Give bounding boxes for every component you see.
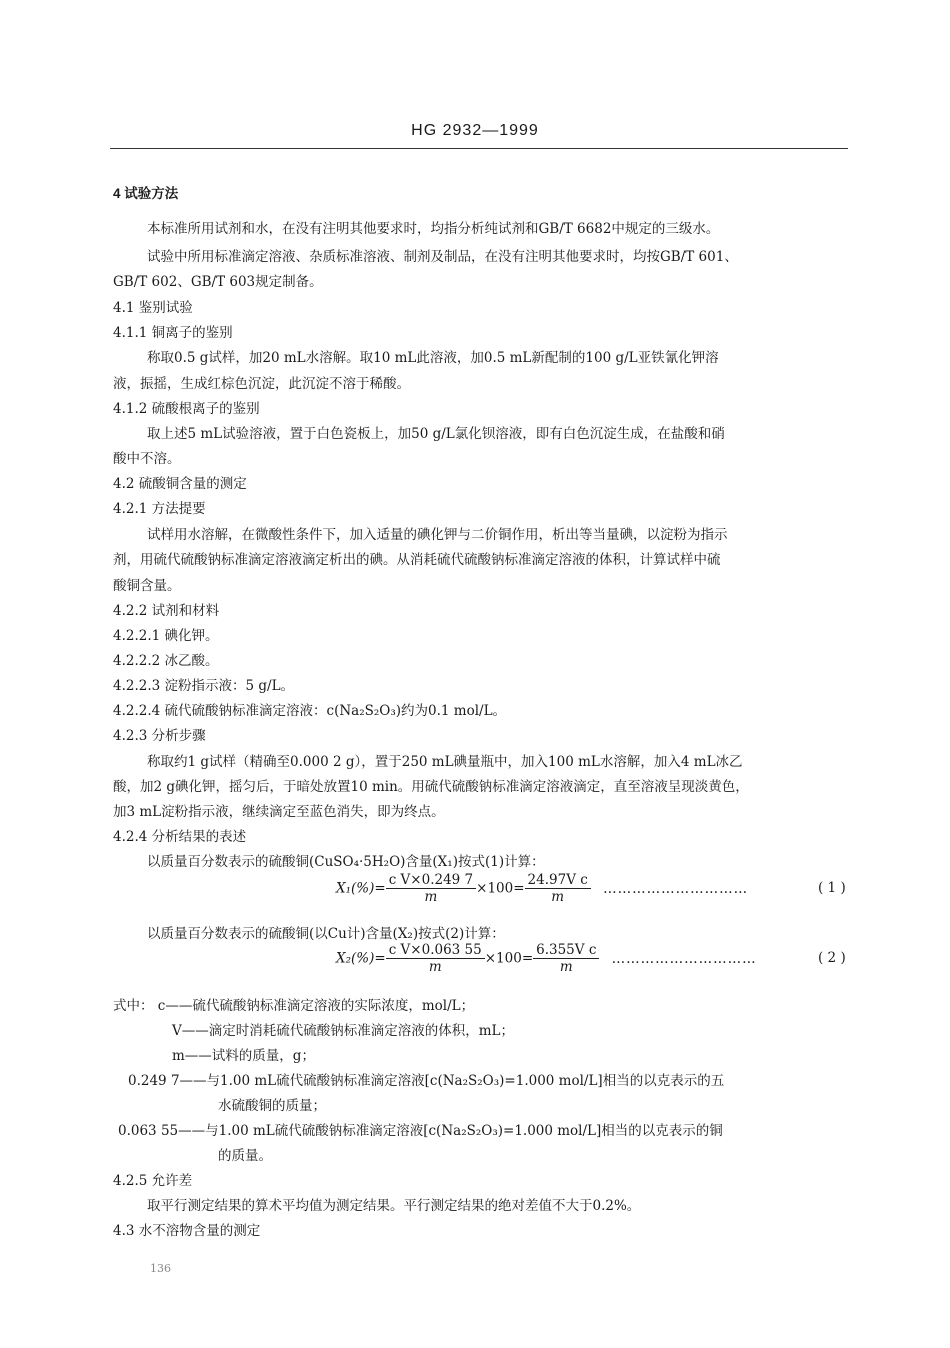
paragraph: 取上述5 mL试验溶液，置于白色瓷板上，加50 g/L氯化钡溶液，即有白色沉淀生成，在盐酸和硝 <box>147 426 725 442</box>
formula-2-numerator: c V×0.063 55 <box>386 942 485 959</box>
section-heading: 4.1.2 硫酸根离子的鉴别 <box>113 401 260 417</box>
section-heading: 4.3 水不溶物含量的测定 <box>113 1223 261 1239</box>
list-item: 4.2.2.4 硫代硫酸钠标准滴定溶液：c(Na₂S₂O₃)约为0.1 mol/L。 <box>113 703 507 719</box>
formula-2-numerator-2: 6.355V c <box>533 942 599 959</box>
paragraph: 称取0.5 g试样，加20 mL水溶解。取10 mL此溶液，加0.5 mL新配制的100 g/L亚铁氰化钾溶 <box>147 350 719 366</box>
paragraph: 液，振摇，生成红棕色沉淀，此沉淀不溶于稀酸。 <box>113 376 410 392</box>
formula-1-mid: ×100= <box>476 880 525 897</box>
section-heading: 4.2.3 分析步骤 <box>113 728 206 744</box>
paragraph: 试样用水溶解，在微酸性条件下，加入适量的碘化钾与二价铜作用，析出等当量碘，以淀粉为指示 <box>147 527 728 543</box>
section-heading: 4.2.2 试剂和材料 <box>113 603 220 619</box>
header-rule <box>110 148 848 149</box>
section-4-title: 4 试验方法 <box>113 186 179 201</box>
formula-2-denominator-2: m <box>559 959 573 975</box>
formula-2-lhs: X₂(%)= <box>336 950 386 967</box>
formula-2-number: ( 2 ) <box>818 950 846 966</box>
paragraph: 称取约1 g试样（精确至0.000 2 g），置于250 mL碘量瓶中，加入100 mL水溶解，加入4 mL冰乙 <box>147 754 743 770</box>
paragraph: 试验中所用标准滴定溶液、杂质标准溶液、制剂及制品，在没有注明其他要求时，均按GB/T 601、 <box>147 249 738 265</box>
formula-2-denominator: m <box>428 959 442 975</box>
section-heading: 4.2.4 分析结果的表述 <box>113 829 247 845</box>
formula-2-leader: ………………………… <box>611 950 757 967</box>
where-clause: m——试料的质量，g； <box>172 1048 315 1064</box>
section-heading: 4.2 硫酸铜含量的测定 <box>113 476 247 492</box>
paragraph: 酸铜含量。 <box>113 578 181 594</box>
list-item: 4.2.2.1 碘化钾。 <box>113 628 219 644</box>
list-item: 4.2.2.2 冰乙酸。 <box>113 653 219 669</box>
page-number: 136 <box>150 1262 171 1275</box>
section-heading: 4.1.1 铜离子的鉴别 <box>113 325 233 341</box>
formula-2 <box>336 942 757 975</box>
formula-1-number: ( 1 ) <box>818 880 846 896</box>
paragraph: 加3 mL淀粉指示液，继续滴定至蓝色消失，即为终点。 <box>113 804 445 820</box>
where-clause: 0.249 7——与1.00 mL硫代硫酸钠标准滴定溶液[c(Na₂S₂O₃)=1.000 mol/L]相当的以克表示的五 <box>128 1073 725 1089</box>
section-heading: 4.2.1 方法提要 <box>113 501 206 517</box>
formula-1 <box>336 872 748 905</box>
paragraph: 酸中不溶。 <box>113 451 181 467</box>
paragraph: 以质量百分数表示的硫酸铜(CuSO₄·5H₂O)含量(X₁)按式(1)计算： <box>147 854 545 870</box>
formula-1-denominator: m <box>424 889 438 905</box>
paragraph: 以质量百分数表示的硫酸铜(以Cu计)含量(X₂)按式(2)计算： <box>147 926 505 942</box>
paragraph: 剂，用硫代硫酸钠标准滴定溶液滴定析出的碘。从消耗硫代硫酸钠标准滴定溶液的体积，计算试样中硫 <box>113 552 721 568</box>
where-clause: 的质量。 <box>218 1148 272 1164</box>
where-clause: 式中： c——硫代硫酸钠标准滴定溶液的实际浓度，mol/L； <box>113 998 475 1014</box>
paragraph: 酸，加2 g碘化钾，摇匀后，于暗处放置10 min。用硫代硫酸钠标准滴定溶液滴定，直至溶液呈现淡黄色， <box>113 779 749 795</box>
section-heading: 4.1 鉴别试验 <box>113 300 193 316</box>
formula-2-mid: ×100= <box>484 950 534 967</box>
paragraph: 本标准所用试剂和水，在没有注明其他要求时，均指分析纯试剂和GB/T 6682中规定的三级水。 <box>147 221 720 237</box>
list-item: 4.2.2.3 淀粉指示液：5 g/L。 <box>113 678 295 694</box>
formula-1-lhs: X₁(%)= <box>336 880 386 897</box>
paragraph: GB/T 602、GB/T 603规定制备。 <box>113 274 323 290</box>
formula-1-numerator-2: 24.97V c <box>525 872 591 889</box>
page-header: HG 2932—1999 <box>411 122 539 139</box>
where-clause: V——滴定时消耗硫代硫酸钠标准滴定溶液的体积，mL； <box>172 1023 515 1039</box>
formula-1-numerator: c V×0.249 7 <box>386 872 476 889</box>
section-heading: 4.2.5 允许差 <box>113 1173 193 1189</box>
formula-1-denominator-2: m <box>551 889 565 905</box>
formula-1-leader: ………………………… <box>603 880 749 897</box>
where-clause: 水硫酸铜的质量； <box>218 1098 326 1114</box>
where-clause: 0.063 55——与1.00 mL硫代硫酸钠标准滴定溶液[c(Na₂S₂O₃)=1.000 mol/L]相当的以克表示的铜 <box>118 1123 723 1139</box>
paragraph: 取平行测定结果的算术平均值为测定结果。平行测定结果的绝对差值不大于0.2%。 <box>147 1198 641 1214</box>
